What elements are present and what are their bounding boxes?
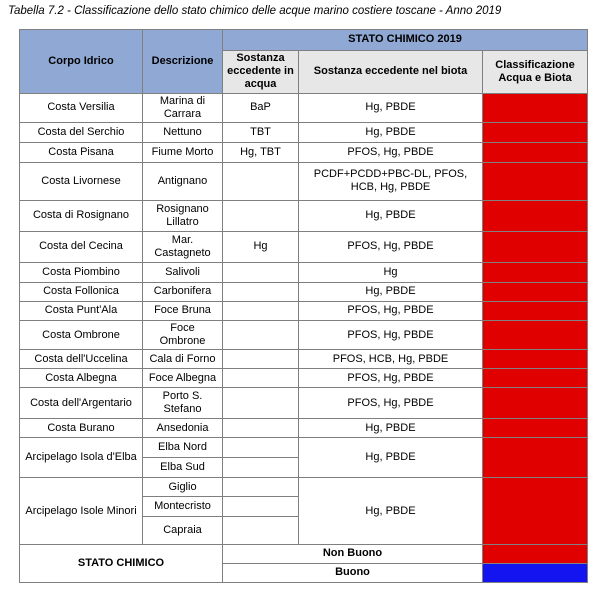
cell-descr: Marina di Carrara xyxy=(143,93,223,122)
cell-acqua xyxy=(223,388,299,419)
header-stato-chimico-2019: STATO CHIMICO 2019 xyxy=(223,30,588,51)
table-row xyxy=(20,200,588,231)
table-row xyxy=(20,262,588,282)
cell-descr: Salivoli xyxy=(143,262,223,282)
header-descrizione: Descrizione xyxy=(143,30,223,94)
cell-acqua xyxy=(223,369,299,388)
legend-row xyxy=(20,545,588,564)
legend-title: STATO CHIMICO xyxy=(20,545,223,583)
cell-corpo: Costa Livornese xyxy=(20,162,143,200)
table-row xyxy=(20,320,588,349)
header-sostanza-acqua: Sostanza eccedente in acqua xyxy=(223,51,299,94)
cell-descr: Elba Sud xyxy=(143,458,223,478)
classification-cell xyxy=(483,478,588,545)
table-row xyxy=(20,162,588,200)
cell-descr: Giglio xyxy=(143,478,223,497)
table-row xyxy=(20,282,588,301)
cell-acqua xyxy=(223,200,299,231)
cell-biota: PFOS, Hg, PBDE xyxy=(299,320,483,349)
cell-biota: Hg, PBDE xyxy=(299,122,483,142)
classification-cell xyxy=(483,231,588,262)
cell-descr: Antignano xyxy=(143,162,223,200)
cell-acqua xyxy=(223,419,299,438)
cell-acqua: TBT xyxy=(223,122,299,142)
table-row xyxy=(20,369,588,388)
cell-corpo: Costa Follonica xyxy=(20,282,143,301)
cell-corpo: Costa Pisana xyxy=(20,142,143,162)
classification-cell xyxy=(483,262,588,282)
table-row xyxy=(20,301,588,320)
cell-descr: Fiume Morto xyxy=(143,142,223,162)
cell-corpo: Arcipelago Isola d'Elba xyxy=(20,438,143,478)
table-row xyxy=(20,419,588,438)
classification-cell xyxy=(483,388,588,419)
classification-cell xyxy=(483,142,588,162)
cell-acqua xyxy=(223,162,299,200)
cell-acqua: Hg, TBT xyxy=(223,142,299,162)
cell-descr: Foce Albegna xyxy=(143,369,223,388)
cell-descr: Foce Ombrone xyxy=(143,320,223,349)
cell-biota: PFOS, Hg, PBDE xyxy=(299,369,483,388)
classification-cell xyxy=(483,282,588,301)
classification-cell xyxy=(483,200,588,231)
cell-descr: Cala di Forno xyxy=(143,350,223,369)
cell-biota: PFOS, HCB, Hg, PBDE xyxy=(299,350,483,369)
cell-acqua xyxy=(223,458,299,478)
cell-corpo: Costa di Rosignano xyxy=(20,200,143,231)
cell-corpo: Costa del Serchio xyxy=(20,122,143,142)
table-row xyxy=(20,93,588,122)
cell-descr: Capraia xyxy=(143,517,223,545)
cell-descr: Porto S. Stefano xyxy=(143,388,223,419)
cell-corpo: Arcipelago Isole Minori xyxy=(20,478,143,545)
table-title: Tabella 7.2 - Classificazione dello stato chimico delle acque marino costiere toscane - Anno 2019 xyxy=(8,5,502,17)
table-row xyxy=(20,388,588,419)
cell-corpo: Costa Punt'Ala xyxy=(20,301,143,320)
cell-acqua xyxy=(223,350,299,369)
cell-descr: Carbonifera xyxy=(143,282,223,301)
classification-cell xyxy=(483,320,588,349)
cell-descr: Rosignano Lillatro xyxy=(143,200,223,231)
cell-biota: PCDF+PCDD+PBC-DL, PFOS, HCB, Hg, PBDE xyxy=(299,162,483,200)
cell-biota: Hg xyxy=(299,262,483,282)
cell-acqua xyxy=(223,438,299,458)
cell-acqua xyxy=(223,478,299,497)
table-row xyxy=(20,478,588,497)
table-row xyxy=(20,142,588,162)
classification-cell xyxy=(483,419,588,438)
cell-acqua xyxy=(223,497,299,517)
cell-acqua: Hg xyxy=(223,231,299,262)
classification-cell xyxy=(483,93,588,122)
cell-biota: PFOS, Hg, PBDE xyxy=(299,231,483,262)
legend-table xyxy=(19,544,588,583)
header-sostanza-biota: Sostanza eccedente nel biota xyxy=(299,51,483,94)
cell-acqua xyxy=(223,262,299,282)
classification-cell xyxy=(483,350,588,369)
legend-label-buono: Buono xyxy=(223,564,483,583)
cell-descr: Mar. Castagneto xyxy=(143,231,223,262)
legend-swatch-buono xyxy=(483,564,588,583)
cell-corpo: Costa Piombino xyxy=(20,262,143,282)
classification-cell xyxy=(483,122,588,142)
legend-swatch-non-buono xyxy=(483,545,588,564)
cell-descr: Foce Bruna xyxy=(143,301,223,320)
cell-acqua xyxy=(223,320,299,349)
cell-acqua xyxy=(223,517,299,545)
classification-cell xyxy=(483,162,588,200)
cell-biota: Hg, PBDE xyxy=(299,200,483,231)
table-row xyxy=(20,438,588,458)
table-row xyxy=(20,350,588,369)
cell-corpo: Costa Versilia xyxy=(20,93,143,122)
cell-corpo: Costa dell'Uccelina xyxy=(20,350,143,369)
cell-corpo: Costa del Cecina xyxy=(20,231,143,262)
header-corpo-idrico: Corpo Idrico xyxy=(20,30,143,94)
cell-biota: Hg, PBDE xyxy=(299,93,483,122)
cell-biota: PFOS, Hg, PBDE xyxy=(299,388,483,419)
cell-acqua xyxy=(223,282,299,301)
main-table xyxy=(19,29,588,545)
cell-descr: Elba Nord xyxy=(143,438,223,458)
classification-cell xyxy=(483,438,588,478)
cell-corpo: Costa Burano xyxy=(20,419,143,438)
cell-biota: Hg, PBDE xyxy=(299,438,483,478)
cell-biota: PFOS, Hg, PBDE xyxy=(299,301,483,320)
cell-acqua: BaP xyxy=(223,93,299,122)
cell-acqua xyxy=(223,301,299,320)
cell-biota: Hg, PBDE xyxy=(299,282,483,301)
table-row xyxy=(20,231,588,262)
cell-descr: Montecristo xyxy=(143,497,223,517)
classification-cell xyxy=(483,369,588,388)
legend-label-non-buono: Non Buono xyxy=(223,545,483,564)
cell-corpo: Costa Albegna xyxy=(20,369,143,388)
cell-biota: PFOS, Hg, PBDE xyxy=(299,142,483,162)
cell-biota: Hg, PBDE xyxy=(299,478,483,545)
cell-corpo: Costa Ombrone xyxy=(20,320,143,349)
cell-corpo: Costa dell'Argentario xyxy=(20,388,143,419)
header-classificazione: Classificazione Acqua e Biota xyxy=(483,51,588,94)
classification-cell xyxy=(483,301,588,320)
cell-descr: Ansedonia xyxy=(143,419,223,438)
cell-biota: Hg, PBDE xyxy=(299,419,483,438)
cell-descr: Nettuno xyxy=(143,122,223,142)
table-row xyxy=(20,122,588,142)
